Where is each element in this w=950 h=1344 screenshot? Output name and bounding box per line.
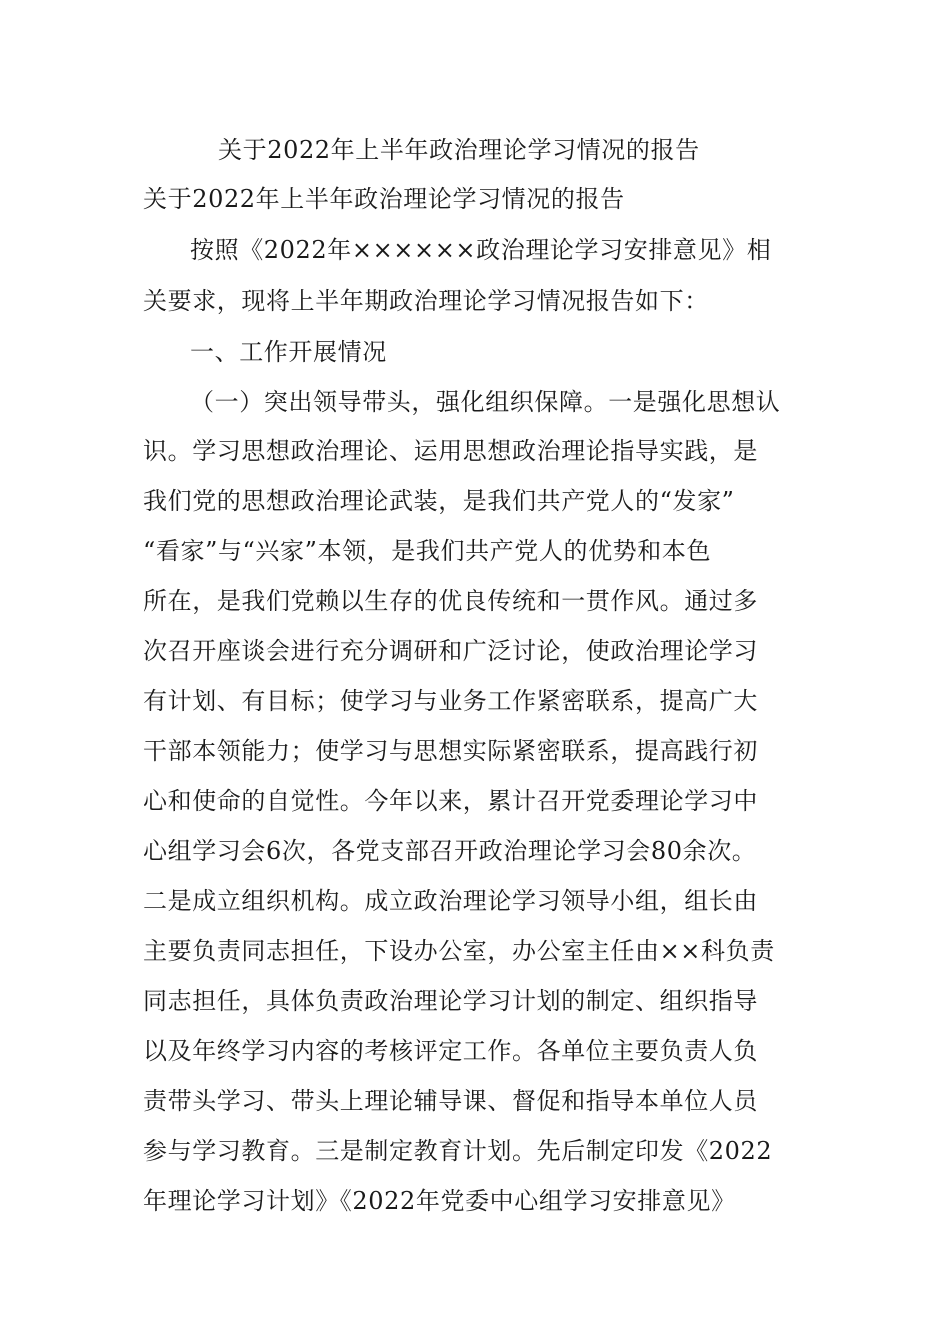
document-subtitle: 关于2022年上半年政治理论学习情况的报告 [143, 185, 625, 213]
paragraph-line: 责带头学习、带头上理论辅导课、督促和指导本单位人员 [143, 1087, 758, 1115]
paragraph-line: 心和使命的自觉性。今年以来，累计召开党委理论学习中 [143, 787, 758, 815]
paragraph-line: 年理论学习计划》《2022年党委中心组学习安排意见》 [143, 1187, 736, 1215]
paragraph-line: 所在，是我们党赖以生存的优良传统和一贯作风。通过多 [143, 587, 758, 615]
paragraph-line: “看家”与“兴家”本领，是我们共产党人的优势和本色 [143, 537, 712, 565]
paragraph-line: 按照《2022年××××××政治理论学习安排意见》相 [190, 236, 772, 264]
paragraph-line: （一）突出领导带头，强化组织保障。一是强化思想认 [190, 388, 781, 416]
document-title: 关于2022年上半年政治理论学习情况的报告 [218, 136, 700, 164]
paragraph-line: 关要求，现将上半年期政治理论学习情况报告如下： [143, 287, 709, 315]
paragraph-line: 有计划、有目标；使学习与业务工作紧密联系，提高广大 [143, 687, 758, 715]
paragraph-line: 心组学习会6次，各党支部召开政治理论学习会80余次。 [143, 837, 757, 865]
paragraph-line: 次召开座谈会进行充分调研和广泛讨论，使政治理论学习 [143, 637, 758, 665]
paragraph-line: 参与学习教育。三是制定教育计划。先后制定印发《2022 [143, 1137, 773, 1165]
paragraph-line: 主要负责同志担任，下设办公室，办公室主任由××科负责 [143, 937, 775, 965]
paragraph-line: 干部本领能力；使学习与思想实际紧密联系，提高践行初 [143, 737, 758, 765]
paragraph-line: 二是成立组织机构。成立政治理论学习领导小组，组长由 [143, 887, 758, 915]
section-heading: 一、工作开展情况 [190, 338, 387, 366]
paragraph-line: 同志担任，具体负责政治理论学习计划的制定、组织指导 [143, 987, 758, 1015]
paragraph-line: 以及年终学习内容的考核评定工作。各单位主要负责人负 [143, 1037, 758, 1065]
paragraph-line: 我们党的思想政治理论武装，是我们共产党人的“发家” [143, 487, 735, 515]
paragraph-line: 识。学习思想政治理论、运用思想政治理论指导实践，是 [143, 437, 758, 465]
